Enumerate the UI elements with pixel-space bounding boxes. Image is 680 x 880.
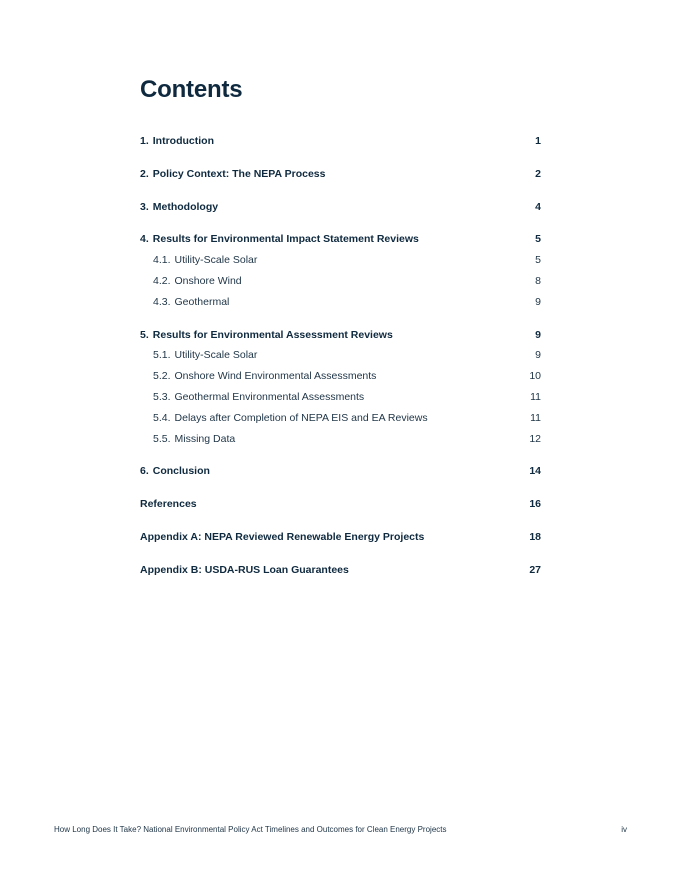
toc-page-number: 14 (529, 465, 541, 478)
table-of-contents (140, 131, 541, 581)
toc-page-number: 11 (530, 390, 541, 403)
toc-page-number: 8 (535, 274, 541, 287)
page-footer (54, 825, 627, 834)
toc-page-number: 9 (535, 295, 541, 308)
toc-number: 4.1. (153, 254, 171, 267)
toc-entry-methodology[interactable] (140, 197, 541, 218)
toc-label: Missing Data (174, 432, 236, 445)
toc-number: 4. (140, 233, 149, 246)
toc-label: Results for Environmental Impact Statement Reviews (152, 233, 419, 246)
toc-entry-appendix-a[interactable] (140, 527, 541, 548)
toc-subentry-ea-wind[interactable] (140, 366, 541, 387)
toc-entry-introduction[interactable] (140, 131, 541, 152)
toc-number: 3. (140, 200, 149, 213)
toc-page-number: 5 (535, 233, 541, 246)
toc-number: 5.2. (153, 370, 171, 383)
toc-label: References (140, 498, 197, 511)
toc-number: 4.3. (153, 295, 171, 308)
toc-entry-eis-results[interactable] (140, 229, 541, 250)
toc-subentry-delays[interactable] (140, 408, 541, 429)
toc-label: Utility-Scale Solar (174, 254, 258, 267)
toc-page-number: 11 (530, 411, 541, 424)
toc-label: Appendix A: NEPA Reviewed Renewable Energy Projects (140, 530, 425, 543)
toc-entry-appendix-b[interactable] (140, 560, 541, 581)
toc-subentry-eis-geothermal[interactable] (140, 292, 541, 313)
toc-entry-policy-context[interactable] (140, 164, 541, 185)
toc-page-number: 9 (535, 349, 541, 362)
toc-label: Conclusion (152, 465, 210, 478)
toc-page-number: 2 (535, 167, 541, 180)
toc-subentry-eis-wind[interactable] (140, 271, 541, 292)
toc-page-number: 10 (529, 370, 541, 383)
toc-page-number: 1 (535, 135, 541, 147)
toc-label: Geothermal Environmental Assessments (174, 390, 365, 403)
toc-page-number: 27 (529, 563, 541, 576)
footer-page-number: iv (621, 825, 627, 834)
toc-page-number: 16 (529, 498, 541, 511)
toc-entry-conclusion[interactable] (140, 461, 541, 482)
toc-page-number: 18 (529, 530, 541, 543)
toc-subentry-ea-geothermal[interactable] (140, 387, 541, 408)
toc-subentry-eis-solar[interactable] (140, 250, 541, 271)
toc-number: 4.2. (153, 274, 171, 287)
toc-number: 2. (140, 167, 149, 180)
toc-entry-ea-results[interactable] (140, 325, 541, 346)
toc-number: 1. (140, 135, 149, 147)
toc-number: 5.1. (153, 349, 171, 362)
toc-page-number: 12 (529, 432, 541, 445)
footer-document-title: How Long Does It Take? National Environmental Policy Act Timelines and Outcomes for Clean Energy Projects (54, 825, 447, 834)
toc-label: Delays after Completion of NEPA EIS and EA Reviews (174, 411, 428, 424)
toc-label: Onshore Wind (174, 274, 242, 287)
toc-label: Utility-Scale Solar (174, 349, 258, 362)
toc-number: 5.4. (153, 411, 171, 424)
toc-number: 5.3. (153, 390, 171, 403)
toc-label: Policy Context: The NEPA Process (152, 167, 326, 180)
toc-subentry-ea-solar[interactable] (140, 345, 541, 366)
toc-label: Geothermal (174, 295, 230, 308)
page-title: Contents (140, 76, 243, 103)
toc-label: Introduction (152, 135, 215, 147)
toc-page-number: 5 (535, 254, 541, 267)
toc-label: Methodology (152, 200, 219, 213)
toc-page-number: 9 (535, 328, 541, 341)
toc-page-number: 4 (535, 200, 541, 213)
toc-entry-references[interactable] (140, 494, 541, 515)
toc-label: Appendix B: USDA-RUS Loan Guarantees (140, 563, 349, 576)
toc-label: Onshore Wind Environmental Assessments (174, 370, 377, 383)
toc-subentry-missing-data[interactable] (140, 429, 541, 450)
toc-label: Results for Environmental Assessment Reviews (152, 328, 393, 341)
toc-number: 6. (140, 465, 149, 478)
toc-number: 5. (140, 328, 149, 341)
toc-number: 5.5. (153, 432, 171, 445)
